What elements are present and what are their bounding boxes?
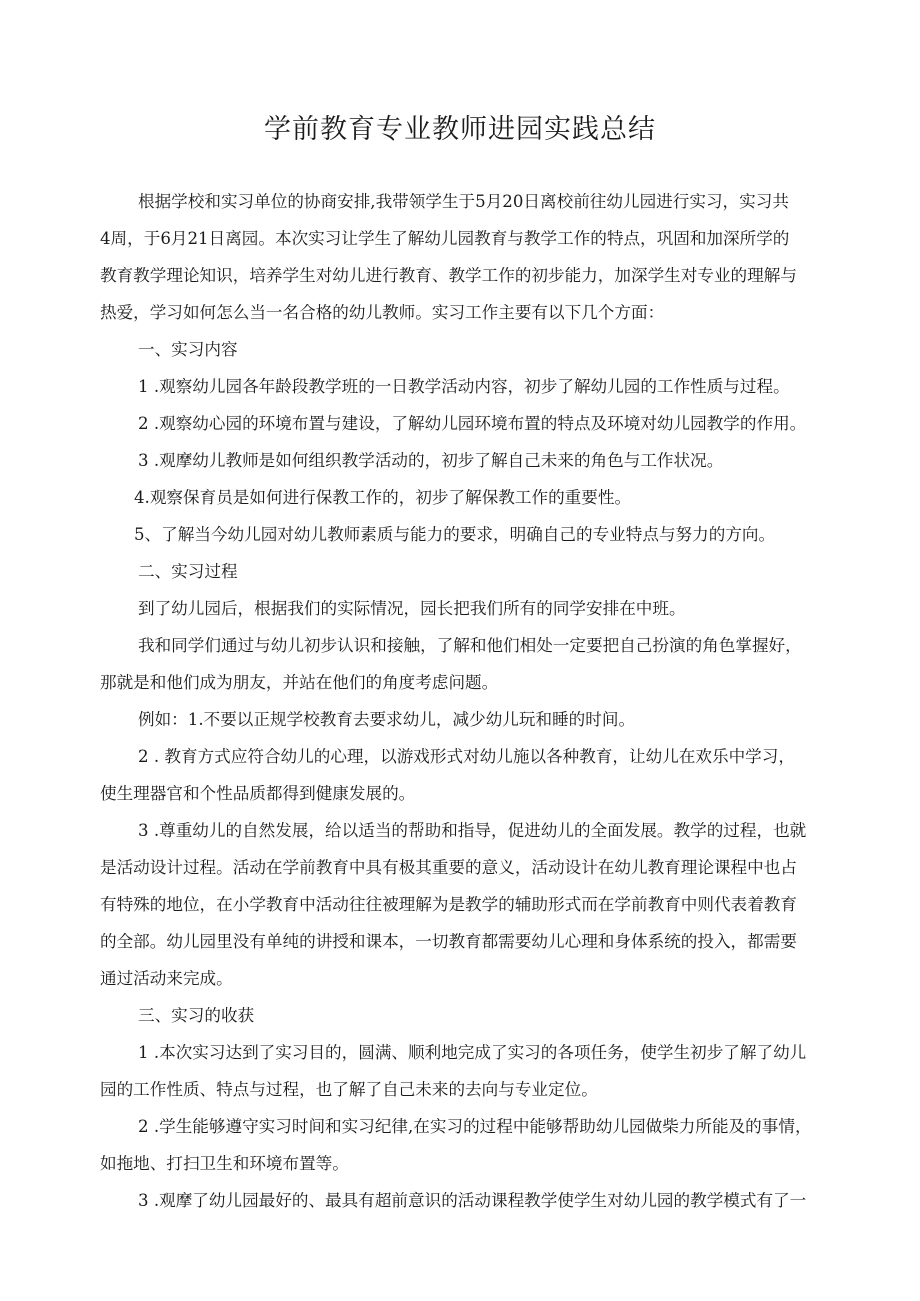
section2-heading: 二、实习过程 xyxy=(138,562,238,581)
section1-item-2: 2 .观察幼心园的环境布置与建设，了解幼儿园环境布置的特点及环境对幼儿园教学的作用。 xyxy=(138,414,807,433)
section1-item-3: 3 .观摩幼儿教师是如何组织教学活动的，初步了解自己未来的角色与工作状况。 xyxy=(138,451,724,470)
section2-point3-line-3: 有特殊的地位，在小学教育中活动往往被理解为是教学的辅助形式而在学前教育中则代表着教育 xyxy=(100,895,797,914)
section1-heading: 一、实习内容 xyxy=(138,340,238,359)
intro-line-4: 热爱，学习如何怎么当一名合格的幼儿教师。实习工作主要有以下几个方面： xyxy=(100,303,665,322)
section2-para2-line-1: 我和同学们通过与幼儿初步认识和接触，了解和他们相处一定要把自己扮演的角色掌握好， xyxy=(138,636,802,655)
section3-gain3-line-1: 3 .观摩了幼儿园最好的、最具有超前意识的活动课程教学使学生对幼儿园的教学模式有了一 xyxy=(138,1191,807,1210)
section3-heading: 三、实习的收获 xyxy=(138,1006,255,1025)
section2-point3-line-4: 的全部。幼儿园里没有单纯的讲授和课本，一切教育都需要幼儿心理和身体系统的投入，都需要 xyxy=(100,932,797,951)
section3-gain2-line-1: 2 .学生能够遵守实习时间和实习纪律,在实习的过程中能够帮助幼儿园做柴力所能及的事情， xyxy=(138,1117,812,1136)
section1-item-5: 5、了解当今幼儿园对幼儿教师素质与能力的要求，明确自己的专业特点与努力的方向。 xyxy=(134,525,776,544)
section2-para2-line-2: 那就是和他们成为朋友，并站在他们的角度考虑问题。 xyxy=(100,673,499,692)
section2-point3-line-1: 3 .尊重幼儿的自然发展，给以适当的帮助和指导，促进幼儿的全面发展。教学的过程，也就 xyxy=(138,821,807,840)
section2-point3-line-5: 通过活动来完成。 xyxy=(100,969,233,988)
section1-item-4: 4.观察保育员是如何进行保教工作的，初步了解保教工作的重要性。 xyxy=(134,488,632,507)
section3-gain1-line-2: 园的工作性质、特点与过程，也了解了自己未来的去向与专业定位。 xyxy=(100,1080,598,1099)
section2-para1: 到了幼儿园后，根据我们的实际情况，园长把我们所有的同学安排在中班。 xyxy=(138,599,686,618)
section2-example: 例如：1.不要以正规学校教育去要求幼儿，减少幼儿玩和睡的时间。 xyxy=(138,710,636,729)
intro-line-3: 教育教学理论知识，培养学生对幼儿进行教育、教学工作的初步能力，加深学生对专业的理解与 xyxy=(100,266,797,285)
section2-point2-line-2: 使生理器官和个性品质都得到健康发展的。 xyxy=(100,784,416,803)
document-title: 学前教育专业教师进园实践总结 xyxy=(264,114,656,145)
intro-line-1: 根据学校和实习单位的协商安排,我带领学生于5月20日离校前往幼儿园进行实习，实习共 xyxy=(138,192,789,211)
section3-gain1-line-1: 1 .本次实习达到了实习目的，圆满、顺利地完成了实习的各项任务，使学生初步了解了幼儿 xyxy=(138,1043,807,1062)
section2-point2-line-1: 2 . 教育方式应符合幼儿的心理，以游戏形式对幼儿施以各种教育，让幼儿在欢乐中学习， xyxy=(138,747,795,766)
section2-point3-line-2: 是活动设计过程。活动在学前教育中具有极其重要的意义，活动设计在幼儿教育理论课程中也占 xyxy=(100,858,797,877)
section1-item-1: 1 .观察幼儿园各年龄段教学班的一日教学活动内容，初步了解幼儿园的工作性质与过程。 xyxy=(138,377,790,396)
section3-gain2-line-2: 如拖地、打扫卫生和环境布置等。 xyxy=(100,1154,349,1173)
intro-line-2: 4周，于6月21日离园。本次实习让学生了解幼儿园教育与教学工作的特点，巩固和加深所学的 xyxy=(100,229,790,248)
